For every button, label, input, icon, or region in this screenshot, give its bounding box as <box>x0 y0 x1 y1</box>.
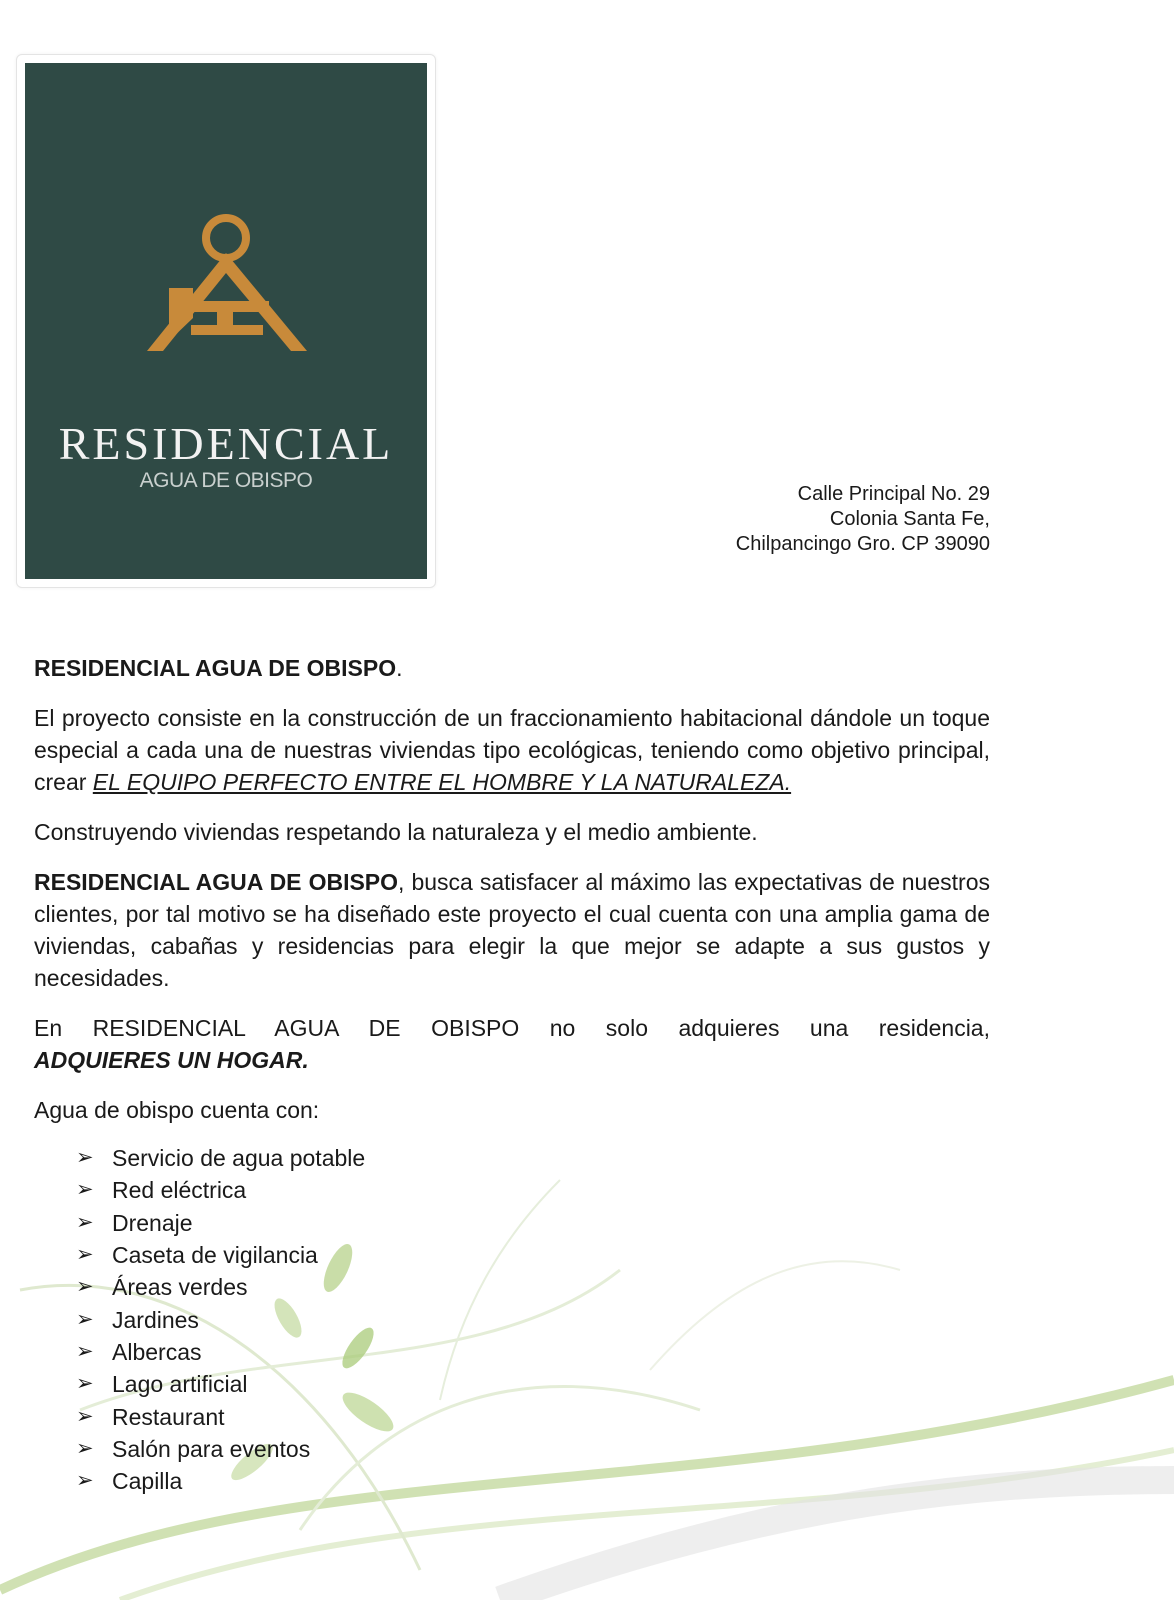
address-block <box>736 482 990 557</box>
arrow-bullet-icon: ➢ <box>76 1469 94 1493</box>
document-body <box>34 652 990 1497</box>
arrow-bullet-icon: ➢ <box>76 1146 94 1170</box>
list-item-label: Capilla <box>112 1468 183 1495</box>
list-item <box>76 1207 990 1239</box>
arrow-bullet-icon: ➢ <box>76 1307 94 1331</box>
list-item-label: Lago artificial <box>112 1371 248 1398</box>
arrow-bullet-icon: ➢ <box>76 1243 94 1267</box>
arrow-bullet-icon: ➢ <box>76 1275 94 1299</box>
paragraph-clients-text: , busca satisfacer al máximo las expectativas de nuestros clientes, por tal motivo se ha diseñado este proyecto el cual cuenta con una amplia gama de viviendas, cabañas y residencias para elegir la que mejor se adapte a sus gustos y necesidades. <box>34 869 990 991</box>
arrow-bullet-icon: ➢ <box>76 1372 94 1396</box>
arrow-bullet-icon: ➢ <box>76 1404 94 1428</box>
paragraph-home-line: En RESIDENCIAL AGUA DE OBISPO no solo adquieres una residencia, <box>34 1015 990 1041</box>
paragraph-nature: Construyendo viviendas respetando la naturaleza y el medio ambiente. <box>34 819 758 845</box>
paragraph-project-text: El proyecto consiste en la construcción de un fraccionamiento habitacional dándole un toque especial a cada una de nuestras viviendas tipo ecológicas, teniendo como objetivo principal, crear <box>34 705 990 795</box>
list-item-label: Drenaje <box>112 1209 193 1236</box>
paragraph-clients <box>34 866 990 994</box>
list-item-label: Red eléctrica <box>112 1177 247 1204</box>
list-item <box>76 1303 990 1335</box>
amenities-intro: Agua de obispo cuenta con: <box>34 1097 320 1123</box>
residencial-logo <box>25 63 427 579</box>
page-title <box>34 652 990 684</box>
arrow-bullet-icon: ➢ <box>76 1436 94 1460</box>
list-item-label: Restaurant <box>112 1403 225 1430</box>
list-item <box>76 1239 990 1271</box>
amenities-list <box>34 1142 990 1497</box>
list-item-label: Áreas verdes <box>112 1274 248 1301</box>
list-item-label: Servicio de agua potable <box>112 1145 366 1172</box>
arrow-bullet-icon: ➢ <box>76 1339 94 1363</box>
list-item <box>76 1465 990 1497</box>
roof-emblem-icon <box>25 63 427 423</box>
list-item <box>76 1433 990 1465</box>
address-city: Chilpancingo Gro. CP 39090 <box>735 533 990 555</box>
list-item <box>76 1336 990 1368</box>
list-item <box>76 1368 990 1400</box>
list-item <box>76 1400 990 1432</box>
list-item <box>76 1271 990 1303</box>
arrow-bullet-icon: ➢ <box>76 1210 94 1234</box>
list-item <box>76 1174 990 1206</box>
list-item-label: Albercas <box>112 1338 202 1365</box>
logo-frame <box>16 54 436 588</box>
paragraph-project-emphasis: EL EQUIPO PERFECTO ENTRE EL HOMBRE Y LA NATURALEZA. <box>92 769 792 795</box>
logo-title: RESIDENCIAL <box>58 418 394 469</box>
logo-subtitle: AGUA DE OBISPO <box>139 469 313 492</box>
address-colony: Colonia Santa Fe, <box>829 508 990 530</box>
paragraph-clients-bold: RESIDENCIAL AGUA DE OBISPO <box>34 869 399 895</box>
arrow-bullet-icon: ➢ <box>76 1178 94 1202</box>
list-item-label: Salón para eventos <box>112 1435 311 1462</box>
list-item-label: Jardines <box>112 1306 199 1333</box>
paragraph-project <box>34 702 990 798</box>
heading-period: . <box>396 655 403 681</box>
address-street: Calle Principal No. 29 <box>797 483 990 505</box>
paragraph-home <box>34 1012 990 1076</box>
heading-text: RESIDENCIAL AGUA DE OBISPO <box>34 655 397 681</box>
paragraph-home-emphasis: ADQUIERES UN HOGAR. <box>34 1047 309 1073</box>
list-item-label: Caseta de vigilancia <box>112 1242 318 1269</box>
list-item <box>76 1142 990 1174</box>
